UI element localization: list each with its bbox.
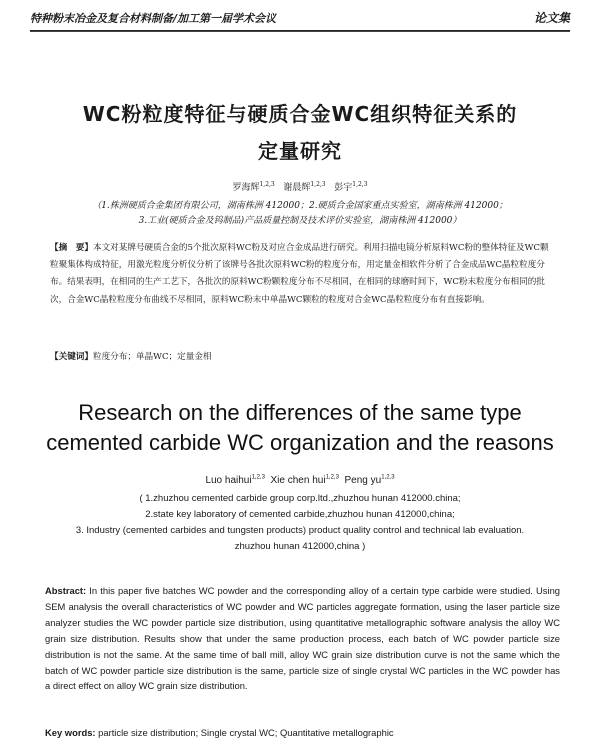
en-keywords-text: particle size distribution; Single crystal WC; Quantitative metallographic <box>98 727 394 738</box>
en-abstract <box>45 583 560 694</box>
cn-author: 彭宇$^{1,2,3}$ <box>334 181 368 193</box>
en-author: Luo haihui$^{1,2,3}$ <box>205 475 265 487</box>
en-abstract-text: In this paper five batches WC powder and the corresponding alloy of a certain type carbide were studied. Using SEM analysis the overall characteristics of WC powder and WC particles aggregate formation, using the laser particle size analyzer studies the WC powder particle size distribution, using quantitative metallographic software analysis the alloy WC grain size distribution. Results show that under the same production process, each batch of WC powder particle size distribution is not the same. At the same time of ball mill, alloy WC grain size distribution curve is not the same which the batch of WC powder particle size distribution is the same, particle size of single crystal WC particles in the WC powder has a direct effect on alloy WC grain size distribution. <box>45 585 560 692</box>
cn-abstract-text: 本文对某牌号硬质合金的5个批次原料WC粉及对应合金成品进行研究。利用扫描电镜分析原料WC粉的整体特征及WC颗粒聚集体构成特征，用激光粒度分析仪分析了该牌号各批次原料WC粉的粒度分布，用定量金相软件分析了合金成品WC晶粒粒度分布。结果表明，在相同的生产工艺下，各批次的原料WC粉颗粒度分布不尽相同，在相同的球磨时间下，WC粉末粒度分布相同的批次，合金WC晶粒粒度分布曲线不尽相同，原料WC粉末中单晶WC颗粒的粒度对合金WC晶粒粒度分布有直接影响。 <box>50 243 549 305</box>
en-affiliation-line4: zhuzhou hunan 412000,china ) <box>234 541 366 552</box>
en-affiliation-line3: 3. Industry (cemented carbides and tungsten products) product quality control and technical lab evaluation. <box>75 525 525 536</box>
cn-affiliation-line2: 3.工业(硬质合金及钨制品)产品质量控制及技术评价实验室，湖南株洲 412000） <box>138 216 462 226</box>
en-abstract-label: Abstract: <box>45 585 87 596</box>
cn-keywords-text: 粒度分布；单晶WC；定量金相 <box>92 352 212 362</box>
cn-keywords <box>50 350 555 362</box>
cn-abstract <box>50 240 555 309</box>
en-title-line1: Research on the differences of the same type <box>78 400 522 425</box>
cn-author: 谢晨辉$^{1,2,3}$ <box>283 181 326 193</box>
running-header <box>30 9 570 31</box>
en-affiliation-line1: ( 1.zhuzhou cemented carbide group corp.ltd.,zhuzhou hunan 412000.china; <box>139 493 461 504</box>
header-conference-title: 特种粉末冶金及复合材料制备/加工第一届学术会议 <box>30 12 277 25</box>
cn-abstract-label: 【摘 要】 <box>50 243 93 253</box>
en-keywords-label: Key words: <box>45 727 96 738</box>
en-keywords <box>45 727 560 738</box>
cn-affiliation-line1: （1.株洲硬质合金集团有限公司，湖南株洲 412000；2.硬质合金国家重点实验室，湖南株洲 412000； <box>92 201 508 211</box>
en-author-list <box>0 475 600 486</box>
en-author: Xie chen hui$^{1,2,3}$ <box>270 475 339 487</box>
header-divider <box>30 31 570 32</box>
en-author: Peng yu$^{1,2,3}$ <box>344 475 395 487</box>
cn-author: 罗海辉$^{1,2,3}$ <box>232 181 275 193</box>
en-title-line2: cemented carbide WC organization and the reasons <box>46 430 554 455</box>
cn-title-line2: 定量研究 <box>258 139 342 163</box>
cn-keywords-label: 【关键词】 <box>50 352 93 362</box>
cn-title-line1: WC粉粒度特征与硬质合金WC组织特征关系的 <box>82 102 518 126</box>
en-affiliation-line2: 2.state key laboratory of cemented carbide,zhuzhou hunan 412000,china; <box>145 509 455 520</box>
header-section-label: 论文集 <box>533 11 570 25</box>
cn-author-list <box>0 180 600 193</box>
